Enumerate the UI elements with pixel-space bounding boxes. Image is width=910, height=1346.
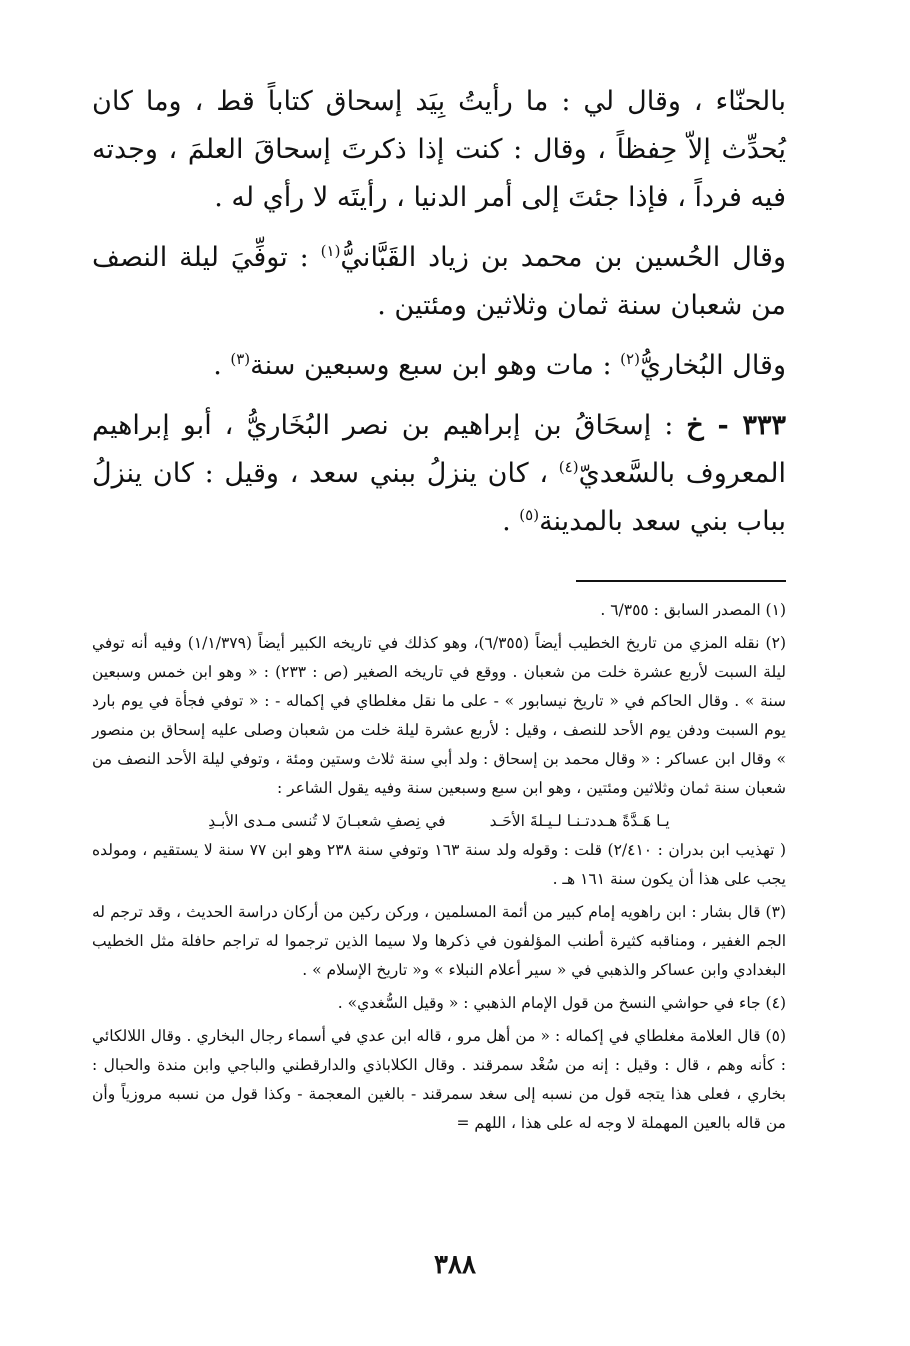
paragraph-1: بالحنّاء ، وقال لي : ما رأيتُ بِيَد إسحاق كتاباً قط ، وما كان يُحدِّث إلاّ حِفظاً ، وقال : كنت إذا ذكرتَ إسحاقَ العلمَ ، وجدته فيه فرداً ، فإذا جئتَ إلى أمر الدنيا ، رأيتَه لا رأي له .: [92, 86, 786, 213]
paragraph-3: [92, 342, 786, 390]
footnote-ref-1: (١): [320, 242, 341, 260]
main-text: [92, 78, 786, 546]
footnote-1: (١) المصدر السابق : ٦/٣٥٥ .: [600, 601, 786, 619]
p4-text-b: ، كان ينزلُ ببني سعد ، وقيل : كان ينزلُ بباب بني سعد بالمدينة: [92, 458, 786, 537]
footnote-ref-4: (٤): [558, 458, 579, 476]
footnote-3: (٣) قال بشار : ابن راهويه إمام كبير من أئمة المسلمين ، وركن ركين من أركان دراسة الحديث ، وقد ترجم له الجم الغفير ، ومناقبه كثيرة أطنب المؤلفون في ذكرها ولا سيما الذين ترجموا له تراجم حافلة مثل الخطيب البغدادي وابن عساكر والذهبي في « سير أعلام النبلاء » و« تاريخ الإسلام » .: [92, 903, 786, 979]
p4-text-c: .: [502, 506, 520, 537]
paragraph-2: [92, 234, 786, 330]
p3-text-c: .: [213, 350, 231, 381]
paragraph-4: [92, 402, 786, 546]
footnote-4: (٤) جاء في حواشي النسخ من قول الإمام الذهبي : « وقيل السُّغدي» .: [337, 994, 786, 1012]
footnote-ref-5: (٥): [519, 506, 540, 524]
footnote-divider: [576, 580, 786, 582]
footnote-2: (٢) نقله المزي من تاريخ الخطيب أيضاً (٦/٣٥٥)، وهو كذلك في تاريخه الكبير أيضاً (١/١/٣٧٩) وفيه أنه توفي ليلة السبت لأربع عشرة خلت من شعبان . ووقع في تاريخه الصغير (ص : ٢٣٣) : « وهو ابن خمس وسبعين سنة » . وقال الحاكم في « تاريخ نيسابور » - على ما نقل مغلطاي في إكماله - : « توفي فجأة في يوم بارد يوم السبت ودفن يوم الأحد للنصف ، وقيل : لأربع عشرة ليلة خلت من شعبان وصلى عليه إسحاق بن منصور » وقال ابن عساكر : « وقال محمد بن إسحاق : ولد أبي سنة ثلاث وستين ومئة ، وتوفي ليلة الأحد النصف من شعبان سنة ثمان وثلاثين ومئتين ، وهو ابن سبع وسبعين سنة وفيه يقول الشاعر :: [92, 634, 786, 797]
verse-hemistich-1: يـا هَـدَّةً هـددتـنـا لـيـلةَ الأحَـد: [489, 812, 670, 830]
verse-hemistich-2: في نِصفِ شعبـانَ لا تُنسى مـدى الأبـدِ: [208, 812, 446, 830]
p2-text-b: : توفِّيَ ليلة النصف من شعبان سنة ثمان وثلاثين ومئتين .: [92, 242, 786, 321]
footnotes: [92, 596, 786, 1138]
footnote-2-verse: [92, 807, 786, 836]
footnote-ref-2: (٢): [620, 350, 640, 368]
page-number: ٣٨٨: [434, 1250, 476, 1280]
entry-number: ٣٣٣ - خ: [686, 410, 786, 441]
footnote-5: (٥) قال العلامة مغلطاي في إكماله : « من أهل مرو ، قاله ابن عدي في أسماء رجال البخاري . وقال اللالكائي : كأنه وهم ، قال : وقيل : إنه من سُغْد سمرقند . وقال الكلاباذي والدارقطني والباجي وابن مندة والحبال : بخاري ، فعلى هذا يتجه قول من نسبه إلى سغد سمرقند - بالغين المعجمة - وكذا قول من نسبه مروزياً وأن من قاله بالعين المهملة لا وجه له على هذا ، اللهم =: [92, 1027, 786, 1132]
p3-text-a: وقال البُخاريُّ: [639, 350, 786, 381]
p4-text-a: : إسحَاقُ بن إبراهيم بن نصر البُخَاريُّ ، أبو إبراهيم المعروف بالسَّعديّ: [92, 410, 786, 489]
footnote-2-end: ( تهذيب ابن بدران : ٢/٤١٠) قلت : وقوله ولد سنة ١٦٣ وتوفي سنة ٢٣٨ وهو ابن ٧٧ سنة لا يستقيم ، ومولده يجب على هذا أن يكون سنة ١٦١ هـ .: [92, 841, 786, 888]
p3-text-b: : مات وهو ابن سبع وسبعين سنة: [250, 350, 621, 381]
footnote-ref-3: (٣): [230, 350, 251, 368]
p2-text-a: وقال الحُسين بن محمد بن زياد القَبَّانيُّ: [340, 242, 787, 273]
